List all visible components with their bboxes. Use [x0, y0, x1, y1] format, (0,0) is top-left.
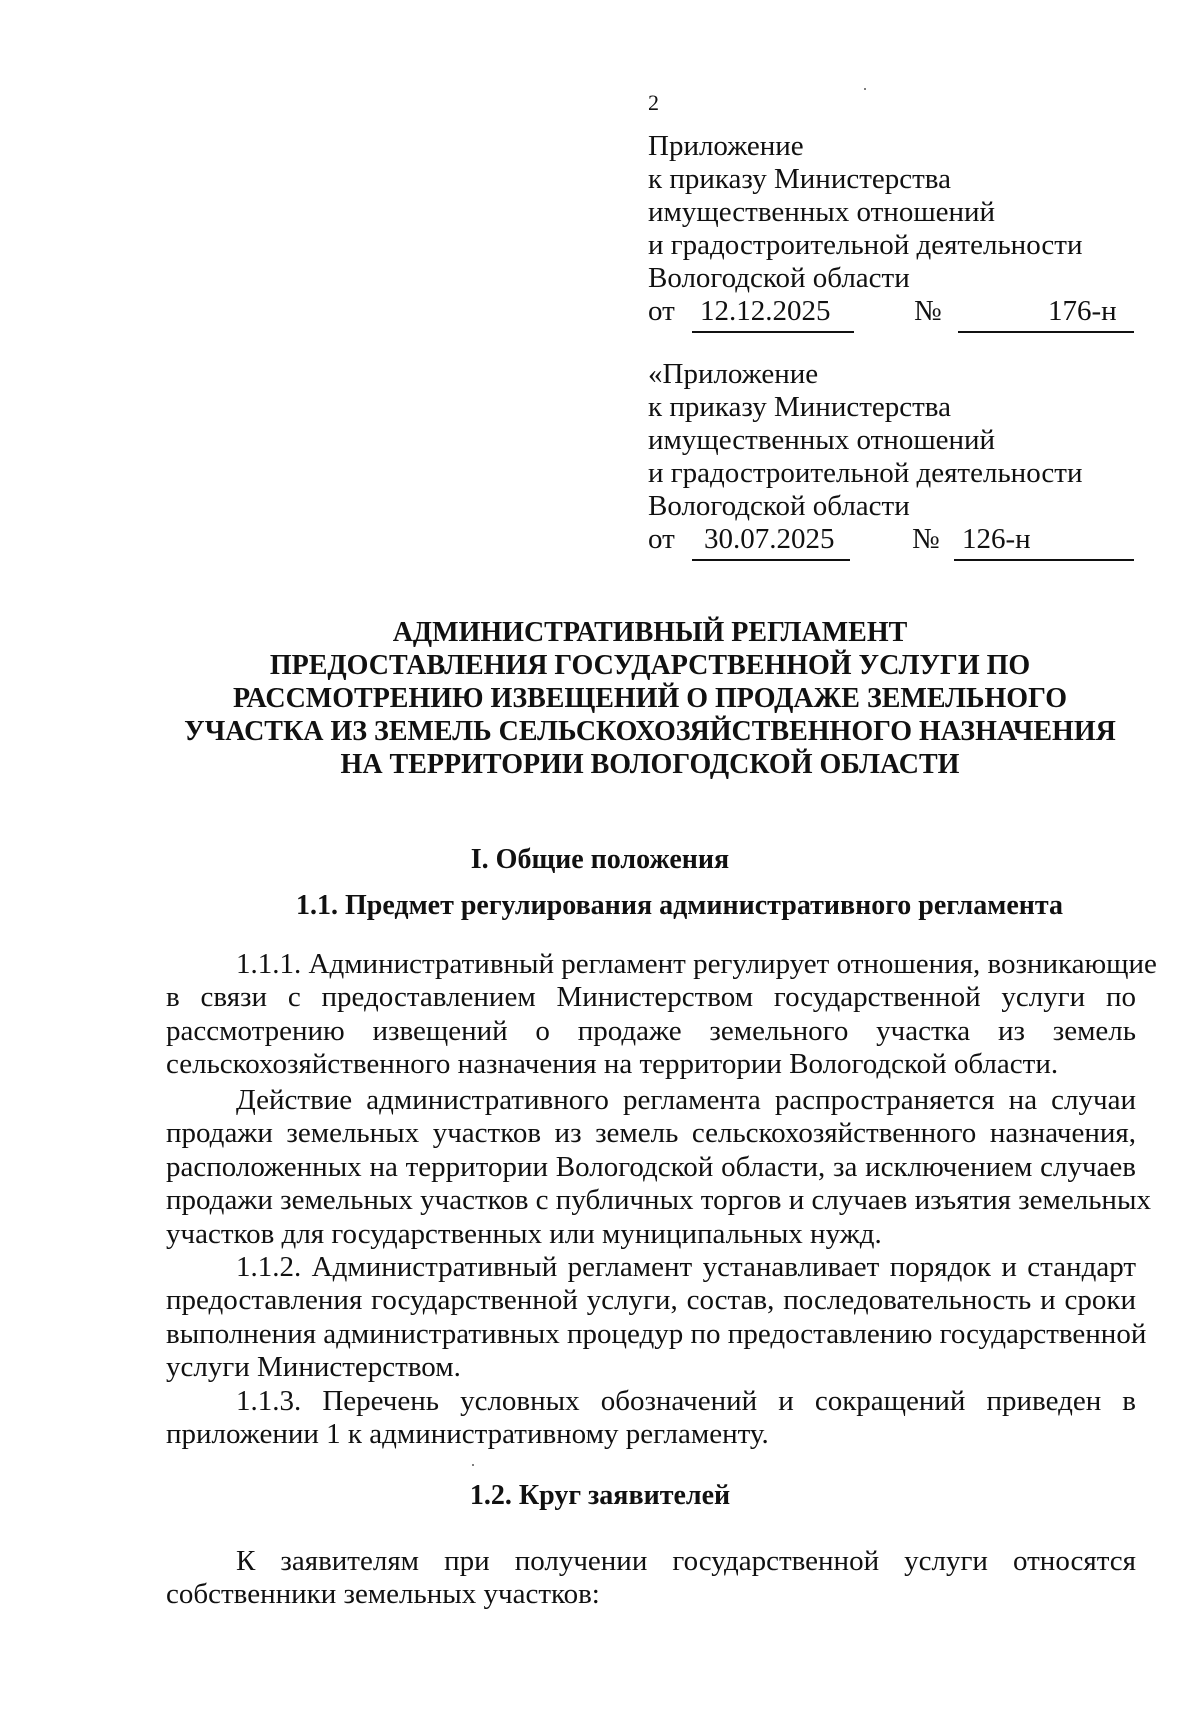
paragraph-line: в связи с предоставлением Министерством государственной услуги по [166, 981, 1136, 1014]
paragraph-line: К заявителям при получении государственной услуги относятся [236, 1545, 1136, 1577]
appendix-line: имущественных отношений [648, 196, 996, 228]
paragraph-line: расположенных на территории Вологодской области, за исключением случаев [166, 1150, 1136, 1183]
order-reference [648, 295, 1138, 331]
paragraph-line: 1.1.2. Административный регламент устанавливает порядок и стандарт [236, 1251, 1136, 1283]
paragraph-1-1-1 [166, 948, 1157, 1082]
appendix-line: «Приложение [648, 358, 819, 390]
date-underline [692, 559, 850, 561]
appendix-line: Приложение [648, 130, 804, 162]
paragraph-line: сельскохозяйственного назначения на территории Вологодской области. [166, 1048, 1059, 1081]
title-line: АДМИНИСТРАТИВНЫЙ РЕГЛАМЕНТ [392, 617, 908, 648]
subsection-heading: 1.1. Предмет регулирования административного регламента [296, 890, 1063, 921]
from-label: от [648, 523, 675, 555]
paragraph-line: продажи земельных участков с публичных торгов и случаев изъятия земельных [166, 1184, 1151, 1217]
paragraph-line: предоставления государственной услуги, состав, последовательность и сроки [166, 1284, 1136, 1317]
scan-dot [472, 1464, 474, 1466]
paragraph-scope [166, 1084, 1151, 1251]
appendix-line: имущественных отношений [648, 424, 996, 456]
number-underline [954, 559, 1134, 561]
paragraph-line: собственники земельных участков: [166, 1578, 600, 1611]
number-label: № [912, 523, 940, 555]
order-date: 12.12.2025 [700, 295, 831, 327]
appendix-line: Вологодской области [648, 490, 910, 522]
appendix-line: к приказу Министерства [648, 163, 951, 195]
appendix-line: и градостроительной деятельности [648, 229, 1083, 261]
paragraph-line: приложении 1 к административному регламенту. [166, 1418, 769, 1451]
paragraph-line: рассмотрению извещений о продаже земельного участка из земель [166, 1014, 1136, 1047]
order-number: 126-н [962, 523, 1031, 555]
order-date: 30.07.2025 [704, 523, 835, 555]
paragraph-line: выполнения административных процедур по предоставлению государственной [166, 1317, 1147, 1350]
paragraph-line: 1.1.3. Перечень условных обозначений и сокращений приведен в [236, 1385, 1136, 1417]
paragraph-line: Действие административного регламента распространяется на случаи [236, 1084, 1136, 1116]
from-label: от [648, 295, 675, 327]
title-line: ПРЕДОСТАВЛЕНИЯ ГОСУДАРСТВЕННОЙ УСЛУГИ ПО [269, 650, 1031, 681]
paragraph-line: 1.1.1. Административный регламент регулирует отношения, возникающие [236, 948, 1157, 980]
document-title [150, 616, 1150, 781]
order-reference [648, 523, 1138, 559]
appendix-current [648, 130, 1138, 331]
appendix-original [648, 358, 1138, 559]
title-line: РАССМОТРЕНИЮ ИЗВЕЩЕНИЙ О ПРОДАЖЕ ЗЕМЕЛЬНОГО [233, 683, 1067, 714]
paragraph-1-1-3 [166, 1385, 1136, 1452]
paragraph-line: услуги Министерством. [166, 1351, 461, 1384]
date-underline [692, 331, 854, 333]
number-underline [958, 331, 1134, 333]
appendix-line: Вологодской области [648, 262, 910, 294]
section-heading: I. Общие положения [470, 844, 730, 875]
title-line: НА ТЕРРИТОРИИ ВОЛОГОДСКОЙ ОБЛАСТИ [340, 749, 960, 780]
title-line: УЧАСТКА ИЗ ЗЕМЕЛЬ СЕЛЬСКОХОЗЯЙСТВЕННОГО НАЗНАЧЕНИЯ [184, 716, 1116, 747]
scan-dot [864, 88, 866, 90]
paragraph-1-1-2 [166, 1251, 1147, 1385]
number-label: № [914, 295, 942, 327]
paragraph-line: участков для государственных или муниципальных нужд. [166, 1217, 882, 1250]
paragraph-line: продажи земельных участков из земель сельскохозяйственного назначения, [166, 1117, 1136, 1150]
order-number: 176-н [1048, 295, 1117, 327]
subsection-heading: 1.2. Круг заявителей [469, 1480, 731, 1511]
page-number: 2 [648, 90, 659, 115]
appendix-line: к приказу Министерства [648, 391, 951, 423]
paragraph-applicants [166, 1545, 1136, 1612]
appendix-line: и градостроительной деятельности [648, 457, 1083, 489]
